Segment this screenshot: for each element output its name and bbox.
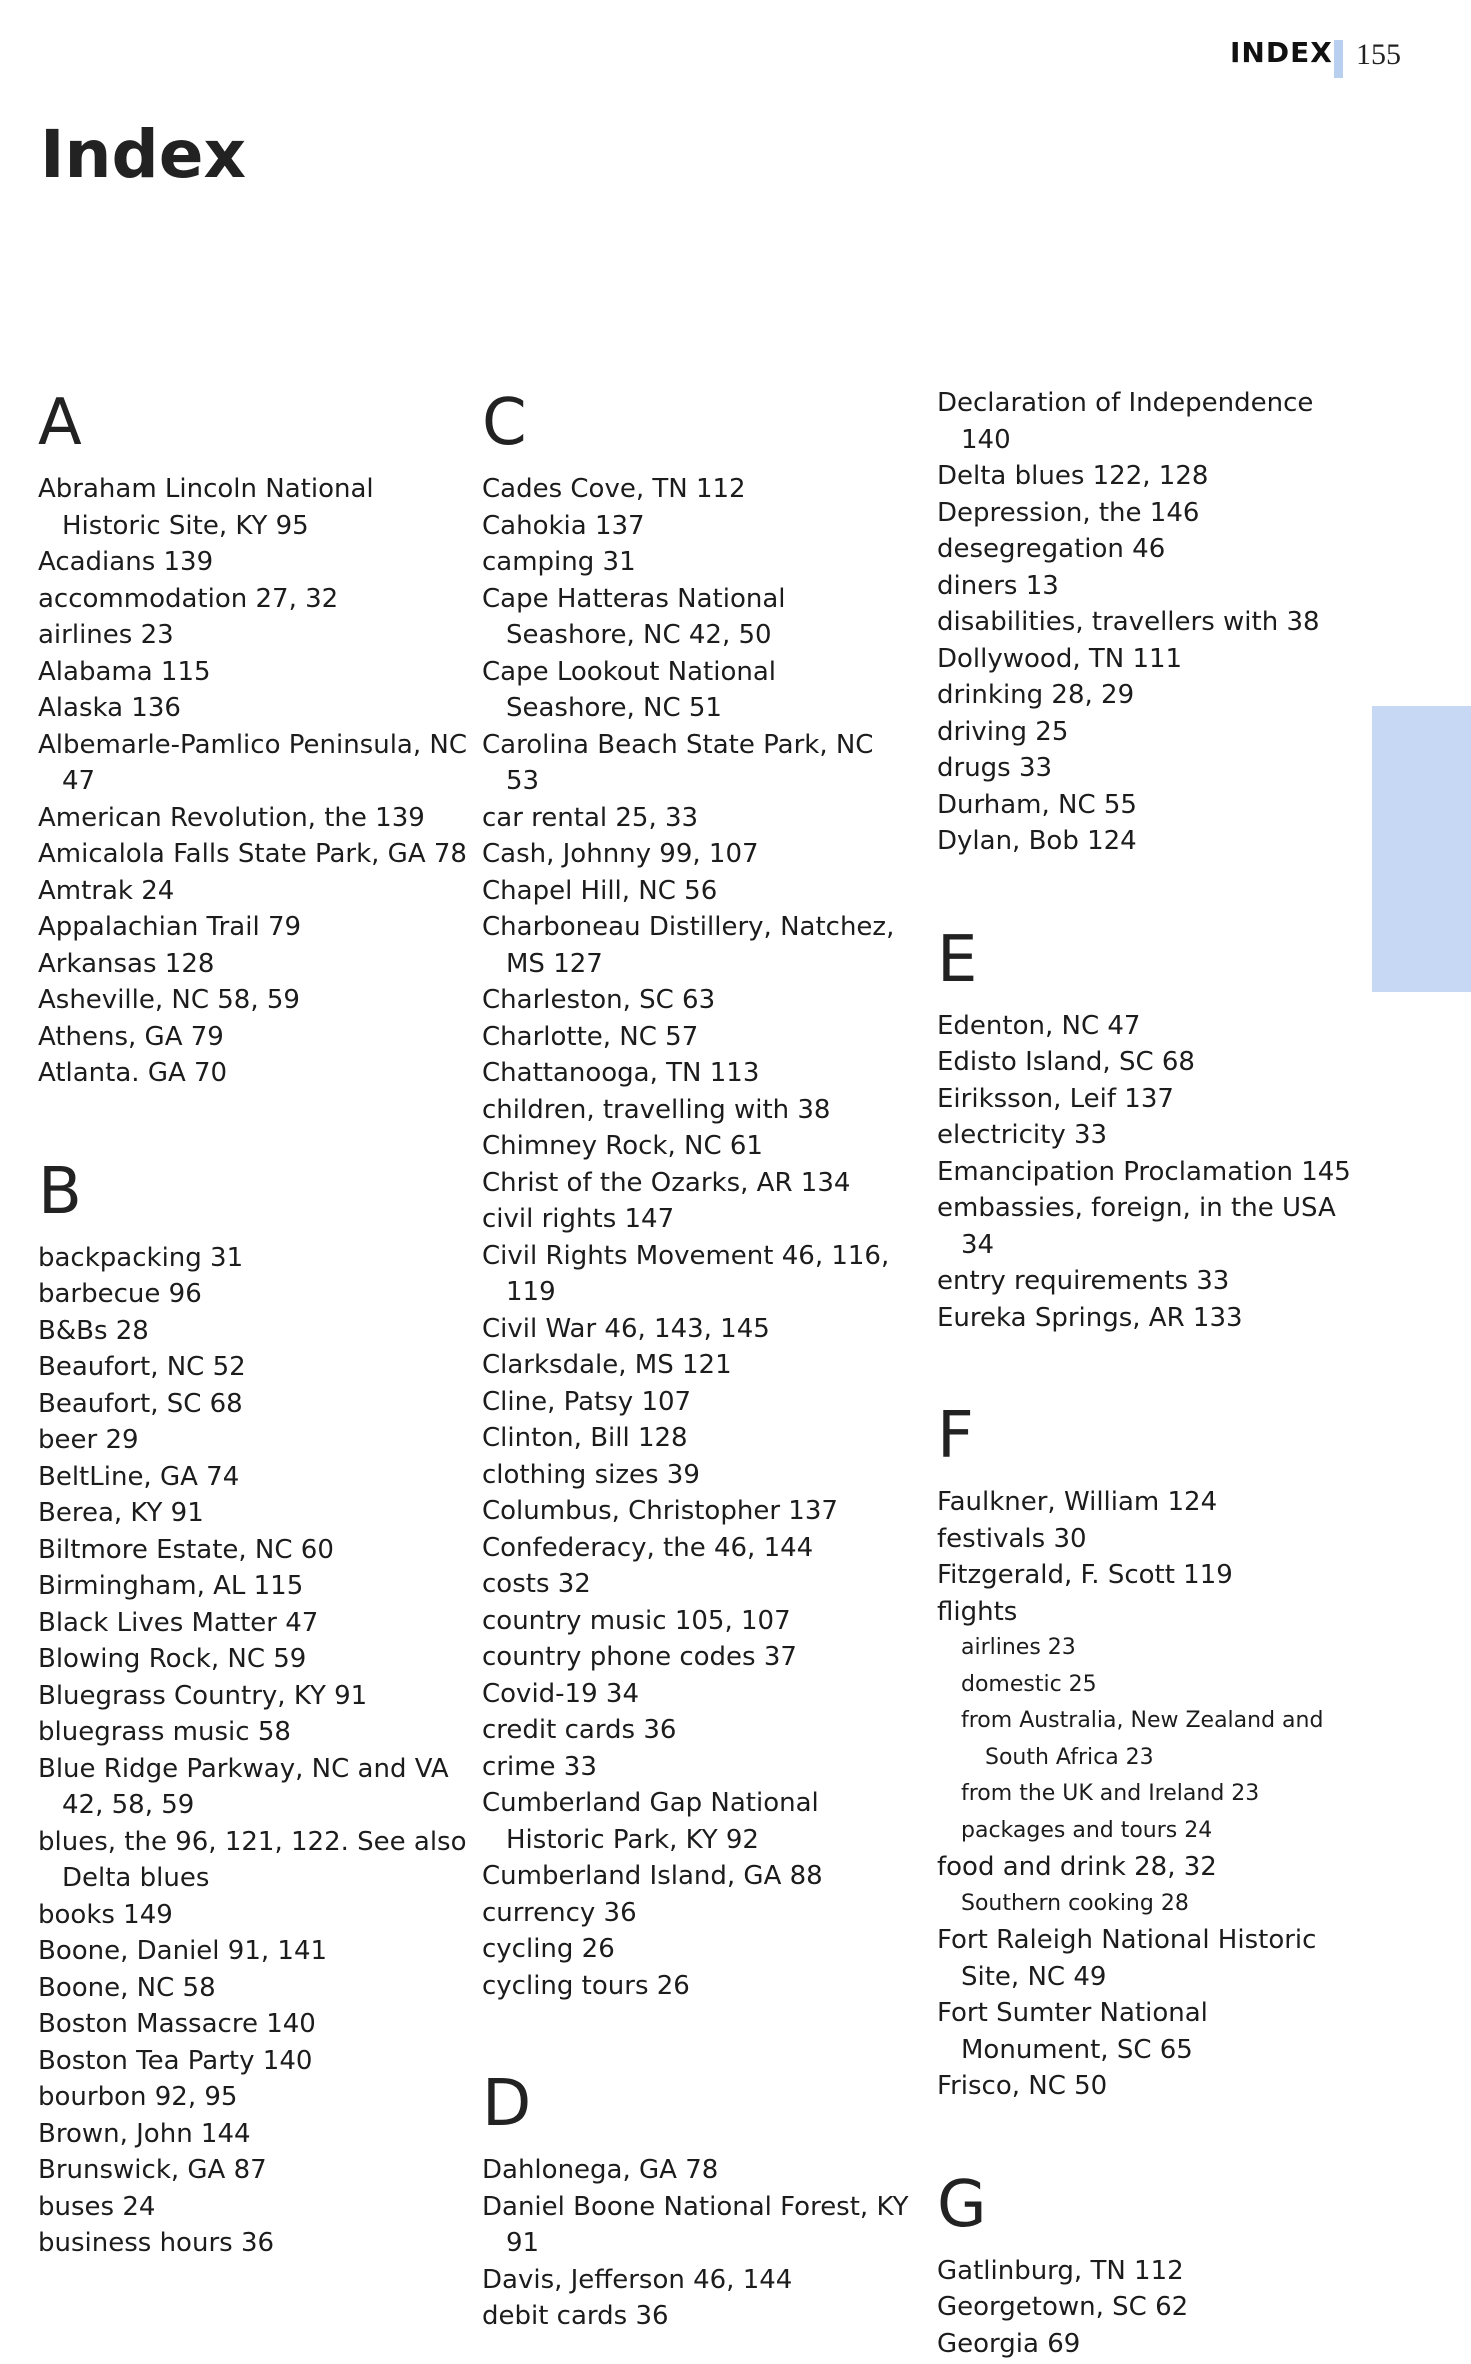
index-entry: bourbon 92, 95 [38, 2082, 238, 2112]
index-column-2 [482, 385, 912, 2335]
index-entry: business hours 36 [38, 2228, 275, 2258]
index-entry: backpacking 31 [38, 1242, 244, 1273]
index-entry: Biltmore Estate, NC 60 [38, 1534, 334, 1565]
index-entry: Atlanta. GA 70 [38, 1058, 228, 1088]
index-entry: buses 24 [38, 2191, 156, 2222]
index-entry: Cash, Johnny 99, 107 [482, 839, 759, 869]
index-entry: Daniel Boone National Forest, KY 91 [482, 2191, 909, 2258]
index-entry: Black Lives Matter 47 [38, 1607, 319, 1638]
index-entry: Amicalola Falls State Park, GA 78 [38, 839, 467, 869]
index-entry: electricity 33 [937, 1120, 1108, 1150]
index-subentry: airlines 23 [961, 1635, 1076, 1660]
thumb-index-tab [1372, 706, 1471, 992]
index-entry: drinking 28, 29 [937, 680, 1135, 710]
index-entry: Cumberland Island, GA 88 [482, 1861, 823, 1891]
index-entry: Charleston, SC 63 [482, 985, 716, 1015]
index-entry: Boston Massacre 140 [38, 2009, 316, 2039]
index-entry: Dollywood, TN 111 [937, 643, 1183, 674]
index-entry: festivals 30 [937, 1523, 1087, 1554]
index-entry: Declaration of Independence 140 [937, 388, 1314, 455]
index-entry: Beaufort, NC 52 [38, 1352, 246, 1382]
index-entry: Eureka Springs, AR 133 [937, 1302, 1243, 1333]
section-letter: C [482, 386, 527, 460]
index-entry: Bluegrass Country, KY 91 [38, 1680, 368, 1711]
index-entry: Gatlinburg, TN 112 [937, 2255, 1184, 2286]
index-entry: Blue Ridge Parkway, NC and VA 42, 58, 59 [38, 1753, 449, 1820]
index-entry: Delta blues 122, 128 [937, 461, 1209, 491]
section-letter: B [38, 1154, 82, 1229]
index-column-3 [937, 385, 1357, 2362]
index-entry: disabilities, travellers with 38 [937, 607, 1320, 637]
index-entry: food and drink 28, 32 [937, 1852, 1217, 1882]
index-entry: Alabama 115 [38, 656, 211, 687]
index-entry: Edisto Island, SC 68 [937, 1047, 1195, 1077]
index-entry: Boone, NC 58 [38, 1972, 216, 2003]
index-entry: diners 13 [937, 570, 1059, 601]
index-entry: Chattanooga, TN 113 [482, 1058, 760, 1088]
index-entry: Brunswick, GA 87 [38, 2155, 267, 2185]
index-entry: Clinton, Bill 128 [482, 1423, 688, 1453]
section-letter: D [482, 2067, 532, 2141]
index-entry: Birmingham, AL 115 [38, 1571, 304, 1601]
index-entry: Berea, KY 91 [38, 1498, 204, 1528]
index-entry: Charboneau Distillery, Natchez, MS 127 [482, 912, 895, 979]
index-entry: Abraham Lincoln National Historic Site, KY 95 [38, 474, 374, 541]
index-entry: accommodation 27, 32 [38, 583, 339, 614]
index-entry: Athens, GA 79 [38, 1021, 224, 1052]
index-entry: Cumberland Gap National Historic Park, KY 92 [482, 1788, 819, 1855]
section-letter: F [937, 1399, 974, 1473]
index-entry: cycling tours 26 [482, 1970, 690, 2001]
index-entry: Davis, Jefferson 46, 144 [482, 2264, 793, 2295]
index-entry: entry requirements 33 [937, 1266, 1230, 1296]
header-tab-marker [1334, 40, 1343, 78]
index-entry: drugs 33 [937, 753, 1053, 783]
index-entry: Blowing Rock, NC 59 [38, 1644, 307, 1674]
index-entry: Clarksdale, MS 121 [482, 1350, 732, 1380]
section-letter: A [38, 386, 82, 460]
index-entry: Frisco, NC 50 [937, 2071, 1108, 2101]
index-entry: Albemarle-Pamlico Peninsula, NC 47 [38, 729, 467, 796]
index-entry: Fort Raleigh National Historic Site, NC 49 [937, 1925, 1317, 1992]
index-entry: Chapel Hill, NC 56 [482, 875, 718, 906]
section-letter: E [937, 922, 978, 997]
index-entry: airlines 23 [38, 620, 174, 650]
index-entry: debit cards 36 [482, 2301, 669, 2331]
index-entry: Georgetown, SC 62 [937, 2292, 1189, 2322]
index-entry: flights [937, 1596, 1018, 1627]
index-entry: driving 25 [937, 716, 1069, 747]
index-entry: civil rights 147 [482, 1204, 675, 1234]
index-entry: car rental 25, 33 [482, 802, 699, 833]
index-entry: BeltLine, GA 74 [38, 1461, 240, 1492]
index-entry: Carolina Beach State Park, NC 53 [482, 729, 874, 796]
index-entry: currency 36 [482, 1897, 637, 1928]
index-entry: Christ of the Ozarks, AR 134 [482, 1167, 851, 1198]
index-entry: Beaufort, SC 68 [38, 1388, 243, 1419]
index-entry: Fort Sumter National Monument, SC 65 [937, 1998, 1208, 2065]
index-subentry: from Australia, New Zealand and South Africa 23 [961, 1708, 1324, 1770]
index-subentry: packages and tours 24 [961, 1817, 1213, 1843]
index-entry: Civil War 46, 143, 145 [482, 1313, 770, 1344]
index-entry: Faulkner, William 124 [937, 1487, 1218, 1517]
index-entry: beer 29 [38, 1425, 139, 1455]
index-entry: Asheville, NC 58, 59 [38, 985, 300, 1015]
index-entry: Depression, the 146 [937, 497, 1200, 528]
index-entry: Arkansas 128 [38, 948, 215, 979]
index-entry: embassies, foreign, in the USA 34 [937, 1193, 1336, 1260]
index-entry: Confederacy, the 46, 144 [482, 1532, 814, 1563]
index-entry: camping 31 [482, 547, 636, 577]
index-entry: clothing sizes 39 [482, 1459, 700, 1490]
index-entry: Durham, NC 55 [937, 789, 1137, 820]
index-entry: barbecue 96 [38, 1279, 202, 1309]
index-entry: Alaska 136 [38, 693, 181, 723]
index-entry: Covid-19 34 [482, 1678, 639, 1709]
index-entry: Chimney Rock, NC 61 [482, 1131, 763, 1161]
index-entry: Eiriksson, Leif 137 [937, 1083, 1174, 1114]
index-entry: Acadians 139 [38, 547, 214, 577]
index-column-1 [38, 385, 468, 2262]
index-entry: Amtrak 24 [38, 875, 175, 906]
page-number: 155 [1356, 38, 1401, 71]
index-entry: bluegrass music 58 [38, 1717, 291, 1747]
index-entry: Boston Tea Party 140 [38, 2045, 313, 2076]
index-entry: Appalachian Trail 79 [38, 912, 302, 942]
index-subentry: from the UK and Ireland 23 [961, 1781, 1260, 1806]
index-entry: Cades Cove, TN 112 [482, 474, 746, 504]
index-entry: Cahokia 137 [482, 510, 645, 541]
index-entry: country phone codes 37 [482, 1642, 797, 1672]
index-subentry: Southern cooking 28 [961, 1890, 1189, 1916]
index-entry: Civil Rights Movement 46, 116, 119 [482, 1240, 890, 1307]
index-entry: Charlotte, NC 57 [482, 1021, 699, 1052]
index-entry: costs 32 [482, 1569, 591, 1599]
index-entry: Cline, Patsy 107 [482, 1386, 692, 1417]
index-subentry: domestic 25 [961, 1671, 1097, 1697]
page-title: Index [40, 116, 247, 193]
index-entry: children, travelling with 38 [482, 1094, 831, 1125]
index-entry: blues, the 96, 121, 122. See also Delta blues [38, 1826, 467, 1893]
index-entry: desegregation 46 [937, 534, 1166, 564]
index-entry: Fitzgerald, F. Scott 119 [937, 1560, 1233, 1590]
index-entry: Dahlonega, GA 78 [482, 2155, 719, 2185]
index-entry: Cape Hatteras National Seashore, NC 42, 50 [482, 583, 786, 650]
index-entry: crime 33 [482, 1751, 597, 1782]
index-entry: books 149 [38, 1899, 173, 1930]
index-entry: Cape Lookout National Seashore, NC 51 [482, 656, 777, 723]
index-entry: Boone, Daniel 91, 141 [38, 1936, 328, 1966]
index-entry: Georgia 69 [937, 2328, 1081, 2359]
index-entry: Columbus, Christopher 137 [482, 1496, 838, 1526]
index-entry: Edenton, NC 47 [937, 1010, 1141, 1041]
index-entry: B&Bs 28 [38, 1315, 149, 1346]
index-entry: Emancipation Proclamation 145 [937, 1156, 1351, 1187]
index-entry: cycling 26 [482, 1934, 615, 1964]
index-entry: Dylan, Bob 124 [937, 826, 1137, 856]
index-entry: American Revolution, the 139 [38, 802, 425, 833]
index-entry: credit cards 36 [482, 1715, 677, 1745]
running-header-section: INDEX [1230, 36, 1333, 69]
section-letter: G [937, 2167, 987, 2242]
index-entry: country music 105, 107 [482, 1605, 791, 1636]
index-entry: Brown, John 144 [38, 2118, 251, 2149]
